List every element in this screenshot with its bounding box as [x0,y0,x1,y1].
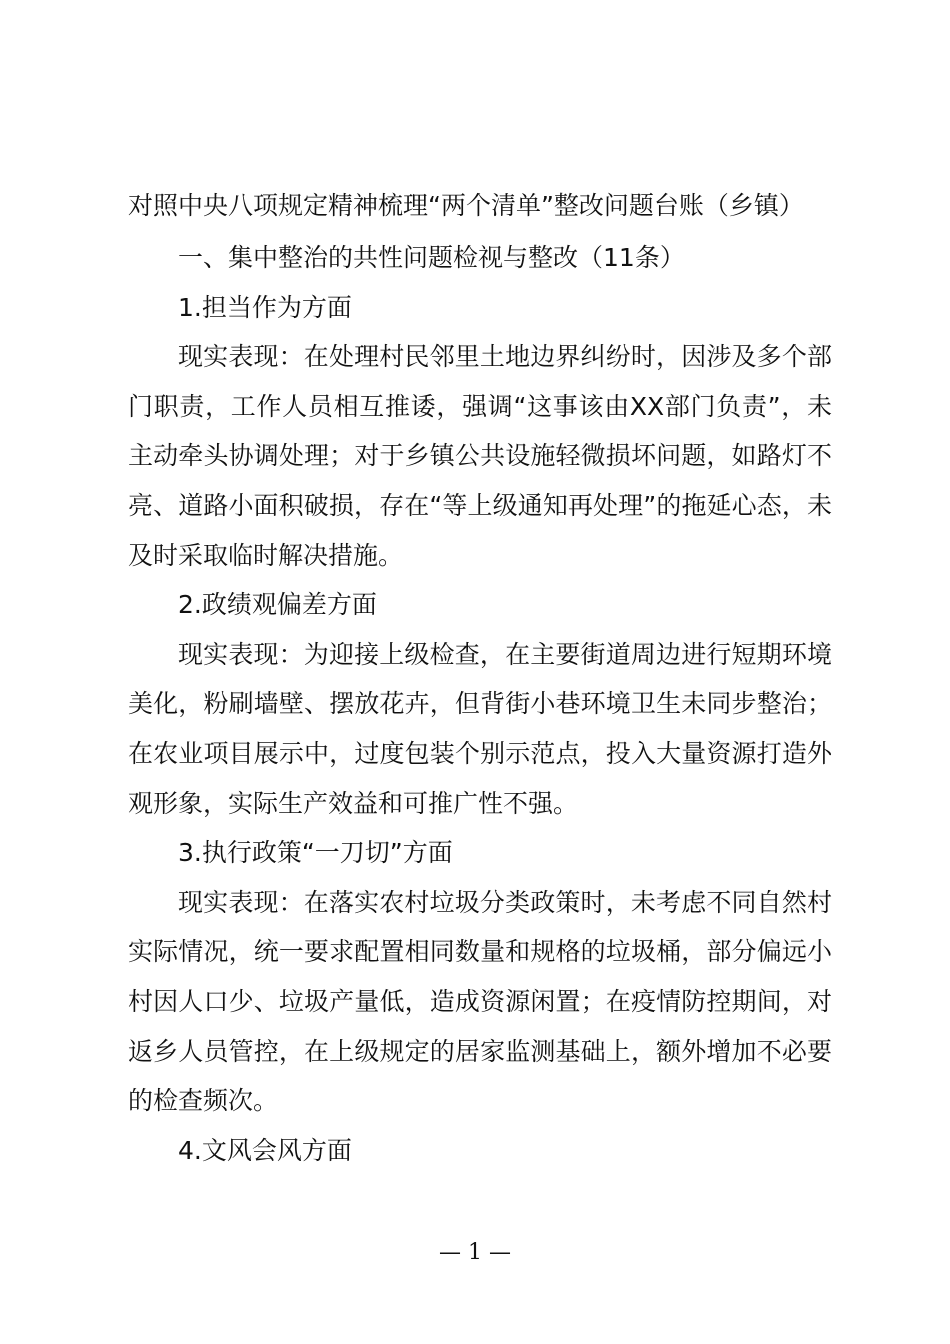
item-heading: 1.担当作为方面 [178,292,352,322]
page-number: — 1 — [439,1240,511,1265]
document-body [128,233,832,1175]
item-text: 现实表现：在处理村民邻里土地边界纠纷时，因涉及多个部门职责，工作人员相互推诿，强调“这事该由XX部门负责”，未主动牵头协调处理；对于乡镇公共设施轻微损坏问题，如路灯不亮、道路小面积破损，存在“等上级通知再处理”的拖延心态，未及时采取临时解决措施。 [128,342,832,570]
item-heading: 3.执行政策“一刀切”方面 [178,838,453,868]
item-heading: 4.文风会风方面 [178,1135,352,1165]
document-title: 对照中央八项规定精神梳理“两个清单”整改问题台账（乡镇） [128,191,804,220]
item-heading: 2.政绩观偏差方面 [178,590,377,620]
item-text: 现实表现：为迎接上级检查，在主要街道周边进行短期环境美化，粉刷墙壁、摆放花卉，但背街小巷环境卫生未同步整治；在农业项目展示中，过度包装个别示范点，投入大量资源打造外观形象，实际生产效益和可推广性不强。 [128,639,832,818]
section-heading: 一、集中整治的共性问题检视与整改（11条） [178,243,685,272]
item-text: 现实表现：在落实农村垃圾分类政策时，未考虑不同自然村实际情况，统一要求配置相同数量和规格的垃圾桶，部分偏远小村因人口少、垃圾产量低，造成资源闲置；在疫情防控期间，对返乡人员管控，在上级规定的居家监测基础上，额外增加不必要的检查频次。 [128,887,832,1116]
